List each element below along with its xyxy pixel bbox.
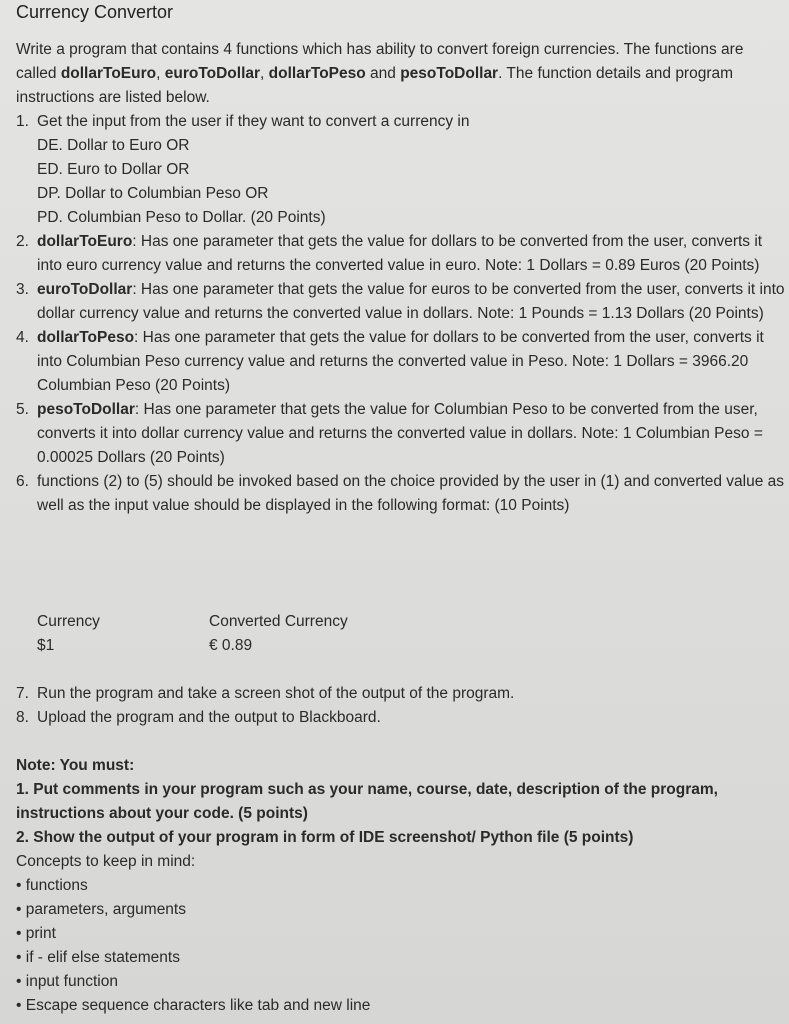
item-text: : Has one parameter that gets the value for euros to be converted from the user, converts it into dollar currency value and returns the converted value in dollars. Note: 1 Pounds = 1.13 Dollars (20 Points) [37, 281, 785, 322]
item-fn-name: euroToDollar [37, 281, 133, 298]
fn-peso-to-dollar: pesoToDollar [400, 65, 499, 82]
currency-header: Currency [37, 613, 100, 630]
concept-bullet [16, 970, 776, 994]
list-item-5 [16, 398, 786, 470]
bullet-dot: • [16, 877, 22, 894]
item-number: 7. [16, 685, 29, 702]
option-dp: DP. Dollar to Columbian Peso OR [37, 185, 269, 202]
item-text: : Has one parameter that gets the value for dollars to be converted from the user, converts it into euro currency value and returns the converted value in euro. Note: 1 Dollars = 0.89 Euros (20 Points) [37, 233, 763, 274]
item-fn-name: dollarToEuro [37, 233, 133, 250]
instruction-list-continued [16, 682, 776, 730]
item-text: : Has one parameter that gets the value for dollars to be converted from the user, converts it into Columbian Peso currency value and returns the converted value in Peso. Note: 1 Dollars = 3966.20 Columbian Peso (20 Points) [37, 329, 764, 394]
currency-column [37, 610, 100, 658]
intro-text-2: . The function details and program instructions are listed below. [16, 65, 734, 106]
item-number: 1. [16, 113, 29, 130]
intro-sep-2: , [260, 65, 269, 82]
page-title: Currency Convertor [16, 2, 174, 22]
bullet-dot: • [16, 925, 22, 942]
converted-value: € 0.89 [209, 637, 253, 654]
concept-text: Escape sequence characters like tab and new line [25, 997, 371, 1014]
intro-text-1: Write a program that contains 4 functions which has ability to convert foreign currencies. The functions are called [16, 41, 744, 82]
list-item-4 [16, 326, 786, 398]
concept-text: input function [25, 973, 118, 990]
list-item-7 [16, 682, 776, 706]
concept-text: print [25, 925, 56, 942]
list-item-8 [16, 706, 776, 730]
list-item-1 [16, 110, 786, 230]
item-fn-name: dollarToPeso [37, 329, 135, 346]
item-text: Run the program and take a screen shot of the output of the program. [37, 685, 515, 702]
option-ed: ED. Euro to Dollar OR [37, 161, 190, 178]
note-must-2: 2. Show the output of your program in form of IDE screenshot/ Python file (5 points) [16, 829, 634, 846]
fn-dollar-to-euro: dollarToEuro [60, 65, 157, 82]
item-number: 5. [16, 401, 29, 418]
item-fn-name: pesoToDollar [37, 401, 135, 418]
item-text: Upload the program and the output to Blackboard. [37, 709, 381, 726]
concept-bullet [16, 898, 776, 922]
list-item-2 [16, 230, 786, 278]
item-number: 3. [16, 281, 29, 298]
item-text: functions (2) to (5) should be invoked based on the choice provided by the user in (1) and converted value as well as the input value should be displayed in the following format: (10 Points) [37, 473, 785, 514]
item-text: : Has one parameter that gets the value for Columbian Peso to be converted from the user, converts it into dollar currency value and returns the converted value in dollars. Note: 1 Columbian Peso = 0.00025 Dollars (20 Points) [37, 401, 763, 466]
note-heading: Note: You must: [16, 757, 135, 774]
concepts-heading: Concepts to keep in mind: [16, 853, 196, 870]
bullet-dot: • [16, 949, 22, 966]
concept-text: parameters, arguments [25, 901, 186, 918]
fn-dollar-to-peso: dollarToPeso [268, 65, 366, 82]
concept-bullet [16, 946, 776, 970]
bullet-dot: • [16, 901, 22, 918]
concept-text: if - elif else statements [25, 949, 180, 966]
list-item-3 [16, 278, 786, 326]
bullet-dot: • [16, 997, 22, 1014]
concept-bullet [16, 994, 776, 1018]
currency-value: $1 [37, 637, 55, 654]
item-number: 6. [16, 473, 29, 490]
note-section [16, 754, 776, 1018]
intro-paragraph [16, 38, 781, 110]
intro-sep-1: , [156, 65, 165, 82]
concept-text: functions [25, 877, 88, 894]
concept-bullet [16, 874, 776, 898]
item-number: 8. [16, 709, 29, 726]
option-pd: PD. Columbian Peso to Dollar. (20 Points) [37, 209, 326, 226]
note-must-1: 1. Put comments in your program such as your name, course, date, description of the program, instructions about your code. (5 points) [16, 781, 718, 822]
instruction-list [16, 110, 786, 518]
item-number: 2. [16, 233, 29, 250]
converted-header: Converted Currency [209, 613, 348, 630]
concept-bullet [16, 922, 776, 946]
item-text: Get the input from the user if they want to convert a currency in [37, 113, 470, 130]
intro-and: and [365, 65, 401, 82]
option-de: DE. Dollar to Euro OR [37, 137, 190, 154]
fn-euro-to-dollar: euroToDollar [164, 65, 261, 82]
converted-column [209, 610, 348, 658]
list-item-6 [16, 470, 786, 518]
bullet-dot: • [16, 973, 22, 990]
item-number: 4. [16, 329, 29, 346]
